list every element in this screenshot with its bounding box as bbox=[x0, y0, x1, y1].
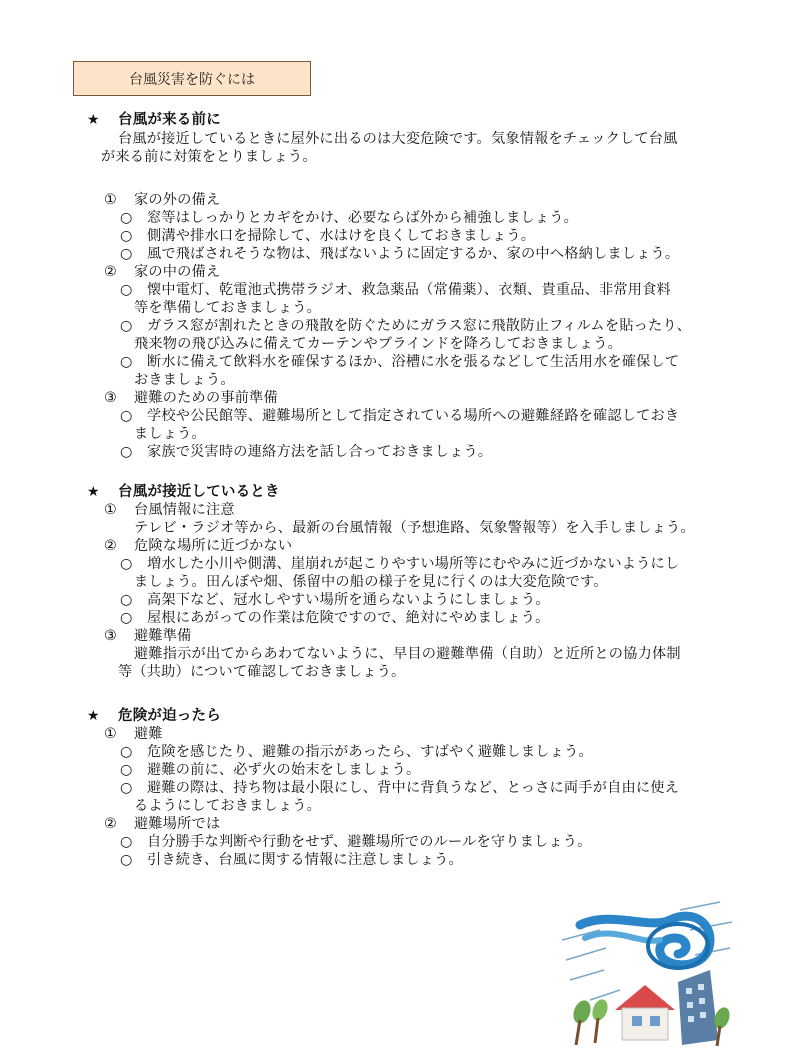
item-number: ② bbox=[104, 538, 117, 554]
item-line: ○ 家族で災害時の連絡方法を話し合っておきましょう。 bbox=[120, 444, 493, 460]
item-label: 避難準備 bbox=[134, 628, 192, 644]
item-number: ① bbox=[104, 726, 117, 742]
item-number: ② bbox=[104, 264, 117, 280]
item-line: ○ 増水した小川や側溝、崖崩れが起こりやすい場所等にむやみに近づかないようにし bbox=[120, 556, 680, 572]
item-line: ○ 懐中電灯、乾電池式携帯ラジオ、救急薬品（常備薬）、衣類、貴重品、非常用食料 bbox=[120, 282, 671, 298]
star-bullet: ★ bbox=[87, 112, 100, 128]
item-number: ③ bbox=[104, 390, 117, 406]
item-line: ○ 側溝や排水口を掃除して、水はけを良くしておきましょう。 bbox=[120, 228, 536, 244]
document-title-box bbox=[73, 61, 311, 96]
item-number: ① bbox=[104, 502, 117, 518]
item-line: ○ 学校や公民館等、避難場所として指定されている場所への避難経路を確認しておき bbox=[120, 408, 680, 424]
item-line: 等（共助）について確認しておきましょう。 bbox=[118, 664, 406, 680]
item-line: 等を準備しておきましょう。 bbox=[134, 300, 322, 316]
star-bullet: ★ bbox=[87, 484, 100, 500]
item-line: ○ 危険を感じたり、避難の指示があったら、すばやく避難しましょう。 bbox=[120, 744, 593, 760]
item-line: ○ 高架下など、冠水しやすい場所を通らないようにしましょう。 bbox=[120, 592, 550, 608]
item-label: 台風情報に注意 bbox=[134, 502, 235, 518]
item-label: 危険な場所に近づかない bbox=[134, 538, 293, 554]
item-line: ○ 避難の前に、必ず火の始末をしましょう。 bbox=[120, 762, 421, 778]
item-label: 避難のための事前準備 bbox=[134, 390, 278, 406]
item-number: ② bbox=[104, 816, 117, 832]
item-line: ましょう。 bbox=[134, 426, 206, 442]
item-line: ○ 避難の際は、持ち物は最小限にし、背中に背負うなど、とっさに両手が自由に使え bbox=[120, 780, 680, 796]
item-line: ましょう。田んぼや畑、係留中の船の様子を見に行くのは大変危険です。 bbox=[134, 574, 608, 590]
item-line: るようにしておきましょう。 bbox=[134, 798, 322, 814]
section-heading: 台風が来る前に bbox=[118, 112, 221, 128]
typhoon-swirl bbox=[580, 916, 710, 968]
typhoon-illustration bbox=[560, 900, 735, 1050]
item-number: ③ bbox=[104, 628, 117, 644]
item-line: ○ 屋根にあがっての作業は危険ですので、絶対にやめましょう。 bbox=[120, 610, 550, 626]
item-line: ○ 風で飛ばされそうな物は、飛ばないように固定するか、家の中へ格納しましょう。 bbox=[120, 246, 680, 262]
item-line: ○ 断水に備えて飲料水を確保するほか、浴槽に水を張るなどして生活用水を確保して bbox=[120, 354, 680, 370]
item-label: 避難場所では bbox=[134, 816, 221, 832]
item-label: 家の中の備え bbox=[134, 264, 221, 280]
item-label: 避難 bbox=[134, 726, 163, 742]
house-icon bbox=[615, 985, 675, 1040]
section-intro-line: 台風が接近しているときに屋外に出るのは大変危険です。気象情報をチェックして台風 bbox=[118, 131, 678, 147]
item-line: おきましょう。 bbox=[134, 372, 235, 388]
item-line: 飛来物の飛び込みに備えてカーテンやブラインドを降ろしておきましょう。 bbox=[134, 336, 623, 352]
item-line: ○ ガラス窓が割れたときの飛散を防ぐためにガラス窓に飛散防止フィルムを貼ったり、 bbox=[120, 318, 692, 334]
star-bullet: ★ bbox=[87, 708, 100, 724]
document-title: 台風災害を防ぐには bbox=[129, 71, 255, 88]
item-line: 避難指示が出てからあわてないように、早目の避難準備（自助）と近所との協力体制 bbox=[134, 646, 681, 662]
building-icon bbox=[678, 970, 718, 1045]
item-line: テレビ・ラジオ等から、最新の台風情報（予想進路、気象警報等）を入手しましょう。 bbox=[134, 520, 695, 536]
item-number: ① bbox=[104, 192, 117, 208]
item-label: 家の外の備え bbox=[134, 192, 221, 208]
item-line: ○ 引き続き、台風に関する情報に注意しましょう。 bbox=[120, 852, 463, 868]
section-intro-line: が来る前に対策をとりましょう。 bbox=[101, 149, 317, 165]
section-heading: 台風が接近しているとき bbox=[118, 484, 280, 500]
section-heading: 危険が迫ったら bbox=[118, 708, 221, 724]
item-line: ○ 窓等はしっかりとカギをかけ、必要ならば外から補強しましょう。 bbox=[120, 210, 579, 226]
item-line: ○ 自分勝手な判断や行動をせず、避難場所でのルールを守りましょう。 bbox=[120, 834, 592, 850]
